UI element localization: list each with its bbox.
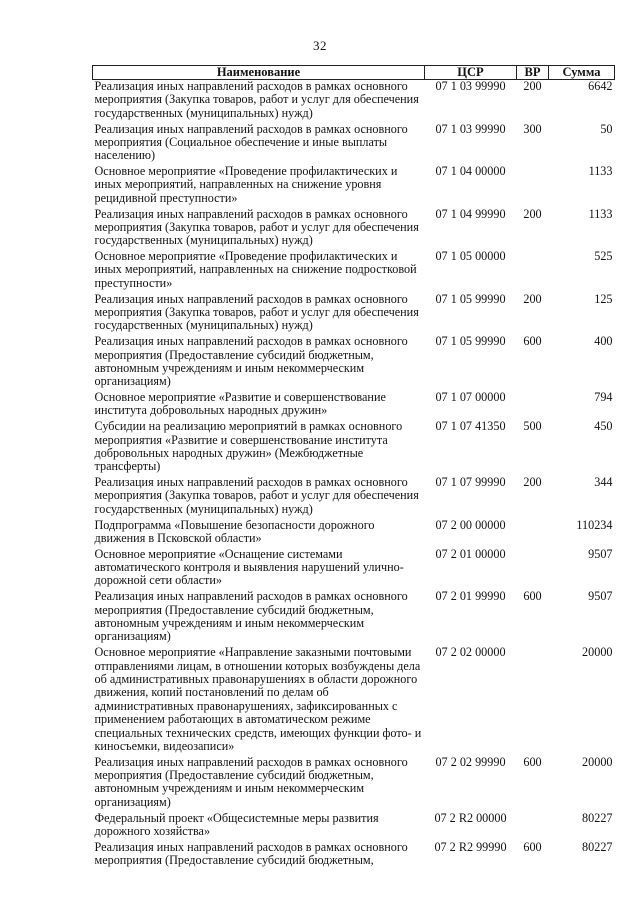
- table-row: [93, 250, 615, 293]
- row-name: Реализация иных направлений расходов в рамках основного мероприятия (Предоставление субсидий бюджетным, автономным учреждениям и иным некоммерческим организациям): [94, 589, 408, 644]
- row-csr: 07 2 01 00000: [435, 546, 506, 561]
- header-name: Наименование: [93, 66, 425, 80]
- row-csr: 07 1 03 99990: [435, 79, 506, 93]
- row-csr: 07 1 07 99990: [435, 475, 506, 490]
- table-row: [93, 165, 615, 208]
- row-sum: 525: [594, 249, 613, 264]
- header-sum: Сумма: [549, 66, 615, 80]
- header-csr: ЦСР: [425, 66, 517, 80]
- row-name: Реализация иных направлений расходов в рамках основного мероприятия (Закупка товаров, работ и услуг для обеспечения государственных (муниципальных) нужд): [94, 206, 419, 248]
- row-sum: 344: [594, 475, 613, 490]
- row-sum: 1133: [588, 206, 613, 221]
- row-name: Федеральный проект «Общесистемные меры развития дорожного хозяйства»: [94, 810, 379, 838]
- row-sum: 80227: [582, 810, 613, 825]
- row-csr: 07 2 R2 99990: [434, 839, 507, 854]
- table-row: [93, 420, 615, 476]
- row-sum: 400: [594, 334, 613, 349]
- row-csr: 07 2 00 00000: [435, 517, 506, 532]
- row-vr: 200: [523, 206, 542, 221]
- row-name: Реализация иных направлений расходов в рамках основного мероприятия (Закупка товаров, работ и услуг для обеспечения государственных (муниципальных) нужд): [94, 475, 419, 516]
- row-vr: [517, 165, 549, 208]
- row-csr: 07 2 02 00000: [435, 645, 506, 660]
- row-csr: 07 1 05 99990: [435, 291, 506, 306]
- row-csr: 07 2 02 99990: [435, 754, 506, 769]
- row-csr: 07 1 03 99990: [435, 121, 506, 136]
- row-vr: [517, 548, 549, 591]
- table-header-row: [93, 66, 615, 80]
- row-name: Реализация иных направлений расходов в рамках основного мероприятия (Предоставление субсидий бюджетным, автономным учреждениям и иным некоммерческим организациям): [94, 334, 408, 389]
- row-name: Реализация иных направлений расходов в рамках основного мероприятия (Предоставление субсидий бюджетным,: [94, 839, 408, 868]
- table-body: [93, 80, 615, 870]
- row-sum: 6642: [588, 79, 613, 93]
- row-csr: 07 1 04 99990: [435, 206, 506, 221]
- row-csr: 07 1 05 99990: [435, 334, 506, 349]
- table-row: [93, 80, 615, 123]
- row-sum: 20000: [582, 645, 613, 660]
- row-sum: 9507: [588, 589, 613, 604]
- row-sum: 50: [600, 121, 613, 136]
- table-row: [93, 519, 615, 548]
- table-row: [93, 646, 615, 756]
- row-name: Реализация иных направлений расходов в рамках основного мероприятия (Социальное обеспечение и иные выплаты населению): [94, 121, 408, 163]
- table-row: [93, 293, 615, 336]
- row-vr: 300: [523, 121, 542, 136]
- table-row: [93, 123, 615, 166]
- row-name: Основное мероприятие «Проведение профилактических и иных мероприятий, направленных на снижение подростковой преступности»: [94, 249, 417, 290]
- row-vr: [517, 250, 549, 293]
- row-csr: 07 1 05 00000: [435, 249, 506, 264]
- row-vr: 600: [523, 839, 542, 854]
- row-sum: 125: [594, 291, 613, 306]
- row-vr: 200: [523, 79, 542, 93]
- table-row: [93, 841, 615, 870]
- row-name: Реализация иных направлений расходов в рамках основного мероприятия (Закупка товаров, работ и услуг для обеспечения государственных (муниципальных) нужд): [94, 291, 419, 333]
- table-row: [93, 590, 615, 646]
- table-row: [93, 756, 615, 812]
- row-vr: [517, 519, 549, 548]
- row-csr: 07 1 07 00000: [435, 390, 506, 405]
- row-name: Реализация иных направлений расходов в рамках основного мероприятия (Закупка товаров, работ и услуг для обеспечения государственных (муниципальных) нужд): [94, 79, 419, 120]
- row-name: Субсидии на реализацию мероприятий в рамках основного мероприятия «Развитие и совершенствование института добровольных народных дружин» (Межбюджетные трансферты): [94, 419, 403, 474]
- row-vr: 200: [523, 475, 542, 490]
- table-row: [93, 812, 615, 841]
- table-row: [93, 391, 615, 420]
- row-csr: 07 1 04 00000: [435, 164, 506, 179]
- row-vr: 600: [523, 589, 542, 604]
- row-sum: 794: [594, 390, 613, 405]
- row-name: Основное мероприятие «Проведение профилактических и иных мероприятий, направленных на снижение уровня рецидивной преступности»: [94, 164, 398, 205]
- table-row: [93, 476, 615, 519]
- row-vr: [517, 812, 549, 841]
- row-vr: [517, 646, 549, 756]
- row-name: Основное мероприятие «Направление заказными почтовыми отправлениями лицам, в отношении которых возбуждены дела об административных правонарушениях в области дорожного движения, копий постановлений по делам об административных правонарушениях, зафиксированных с применением работающих в автоматическом режиме специальных технических средств, имеющих функции фото- и киносъемки, видеозаписи»: [94, 645, 422, 753]
- page-number: 32: [313, 38, 327, 53]
- table-row: [93, 335, 615, 391]
- row-sum: 80227: [582, 839, 613, 854]
- table-row: [93, 548, 615, 591]
- row-vr: 600: [523, 754, 542, 769]
- row-name: Основное мероприятие «Оснащение системами автоматического контроля и выявления нарушений улично-дорожной сети области»: [94, 546, 404, 588]
- table-row: [93, 208, 615, 251]
- row-name: Подпрограмма «Повышение безопасности дорожного движения в Псковской области»: [94, 517, 375, 545]
- row-sum: 20000: [582, 754, 613, 769]
- row-vr: 600: [523, 334, 542, 349]
- budget-table: [92, 65, 615, 870]
- row-sum: 110234: [576, 517, 613, 532]
- row-csr: 07 2 01 99990: [435, 589, 506, 604]
- row-vr: 200: [523, 291, 542, 306]
- row-sum: 1133: [588, 164, 613, 179]
- header-vr: ВР: [517, 66, 549, 80]
- row-vr: 500: [523, 419, 542, 434]
- row-name: Основное мероприятие «Развитие и совершенствование института добровольных народных дружин»: [94, 390, 386, 418]
- row-sum: 450: [594, 419, 613, 434]
- row-name: Реализация иных направлений расходов в рамках основного мероприятия (Предоставление субсидий бюджетным, автономным учреждениям и иным некоммерческим организациям): [94, 754, 408, 809]
- row-csr: 07 2 R2 00000: [434, 810, 507, 825]
- row-sum: 9507: [588, 546, 613, 561]
- row-vr: [517, 391, 549, 420]
- row-csr: 07 1 07 41350: [435, 419, 506, 434]
